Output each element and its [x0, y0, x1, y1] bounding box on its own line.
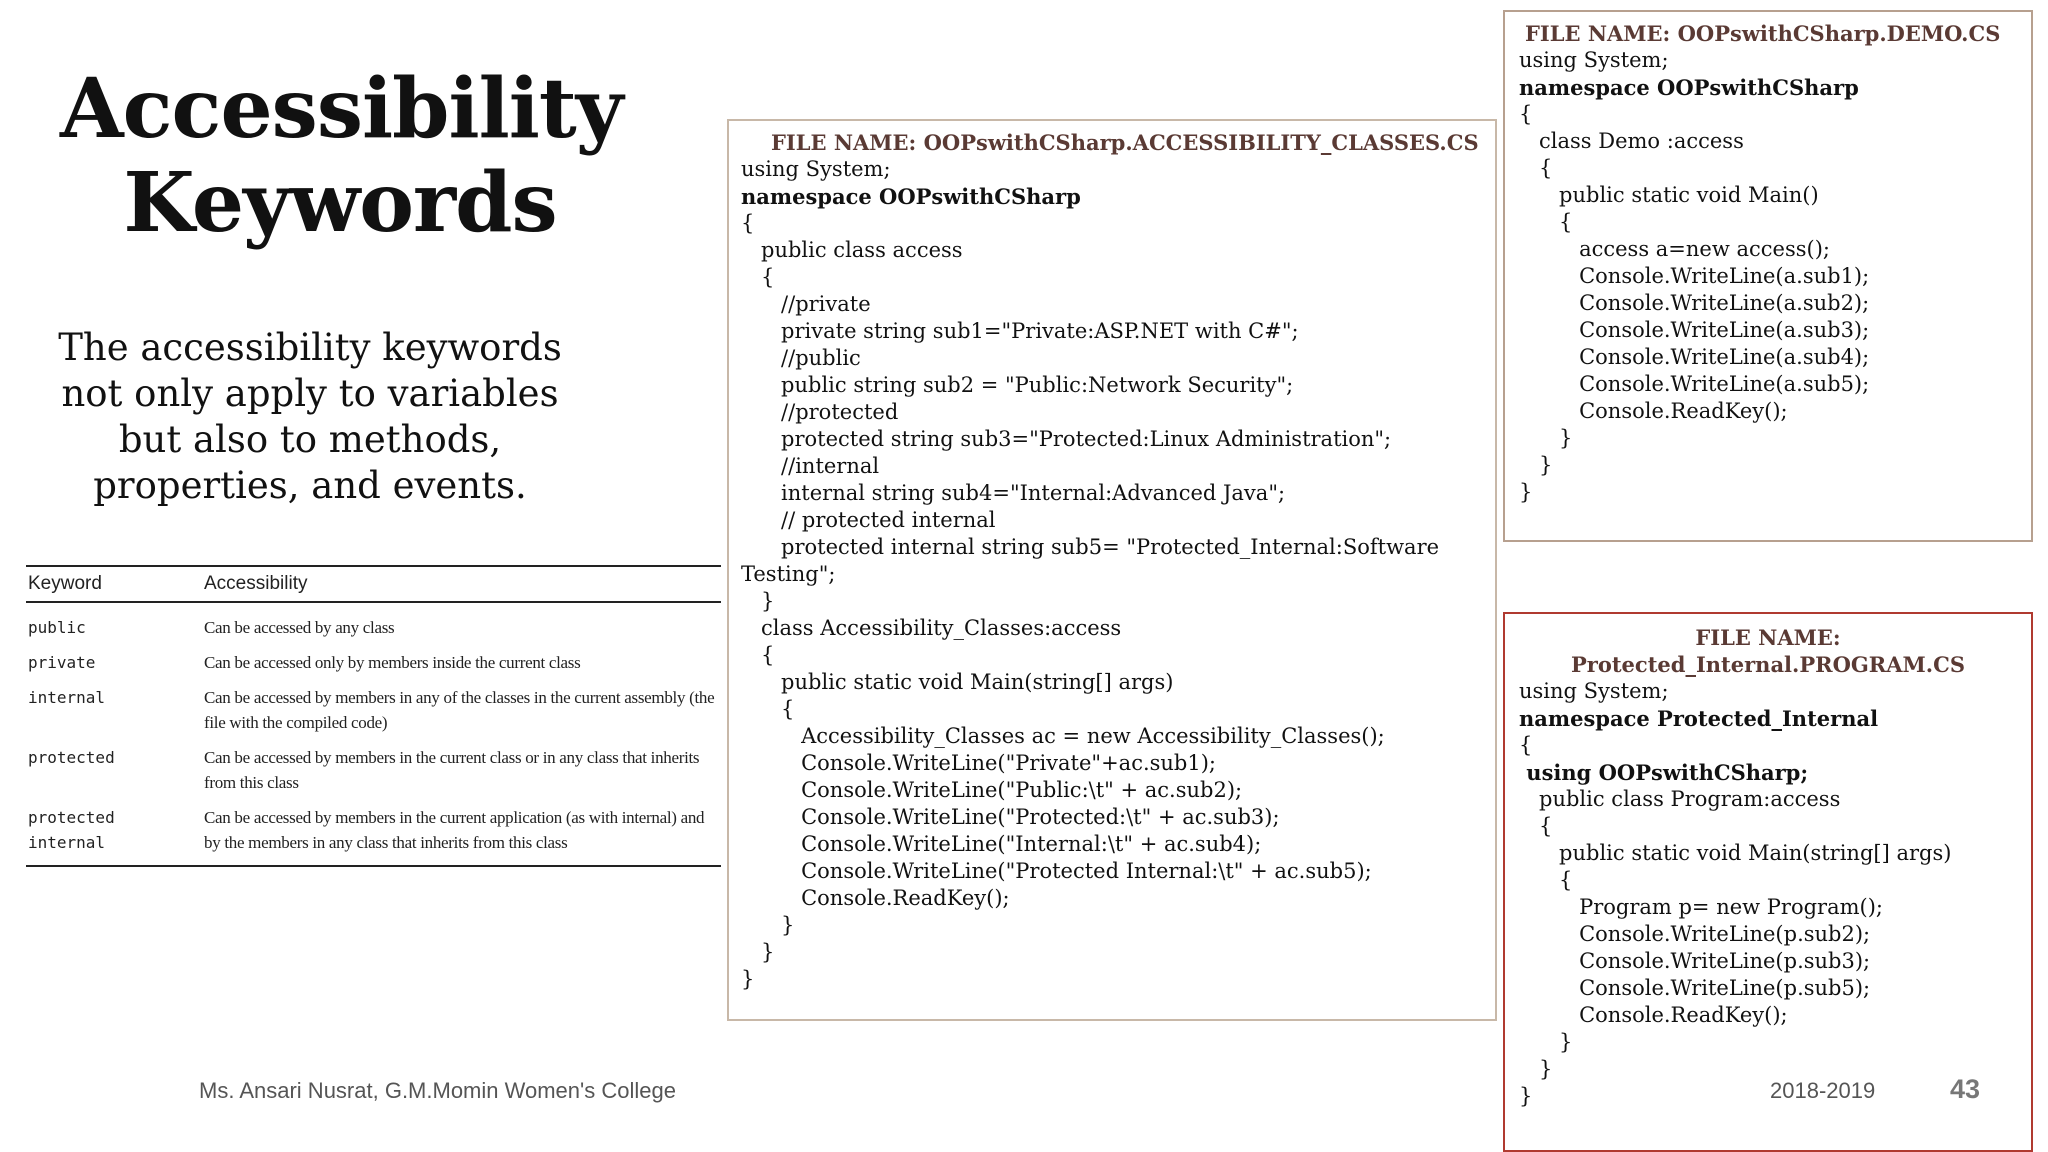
keyword-cell: private [28, 653, 96, 672]
description-text: The accessibility keywords not only apply to variables but also to methods, properties, and events. [58, 326, 562, 507]
code-using: using System; [1519, 679, 1669, 703]
title-line-1: Accessibility [60, 61, 623, 157]
file-name-heading: FILE NAME: OOPswithCSharp.ACCESSIBILITY_CLASSES.CS [771, 130, 1479, 155]
accessibility-cell: Can be accessed only by members inside the current class [204, 653, 581, 672]
accessibility-cell: Can be accessed by members in any of the classes in the current assembly (the file with the compiled code) [204, 688, 715, 732]
table-row [26, 645, 721, 680]
page-number: 43 [1950, 1074, 1981, 1104]
code-namespace: namespace OOPswithCSharp [741, 184, 1081, 209]
header-accessibility: Accessibility [202, 566, 721, 602]
table-row [26, 740, 721, 800]
footer-year: 2018-2019 [1770, 1078, 1876, 1103]
code-body: public class Program:access { public static void Main(string[] args) { Program p= new Program(); Console.WriteLine(p.sub2); Console.WriteLine(p.sub3); Console.WriteLine(p.sub5); Console.ReadKey(); } } } [1519, 787, 1952, 1108]
keyword-cell: protected [28, 748, 115, 767]
file-name-heading: FILE NAME: [1695, 625, 1841, 650]
table-header-row [26, 566, 721, 602]
code-body: { public class access { //private private string sub1="Private:ASP.NET with C#"; //public public string sub2 = "Public:Network Security"; //protected protected string sub3="Protected:Linux Administration"; //internal internal string sub4="Internal:Advanced Java"; // protected internal protected internal string sub5= "Protected_Internal:Software Testing"; } class Accessibility_Classes:access { public static void Main(string[] args) { Accessibility_Classes ac = new Accessibility_Classes(); Console.WriteLine("Private"+ac.sub1); Console.WriteLine("Public:\t" + ac.sub2); Console.WriteLine("Protected:\t" + ac.sub3); Console.WriteLine("Internal:\t" + ac.sub4); Console.WriteLine("Protected Internal:\t" + ac.sub5); Console.ReadKey(); } } } [741, 211, 1440, 991]
title-line-2: Keywords [123, 155, 557, 251]
code-body: { class Demo :access { public static void Main() { access a=new access(); Console.WriteLine(a.sub1); Console.WriteLine(a.sub2); Console.WriteLine(a.sub3); Console.WriteLine(a.sub4); Console.WriteLine(a.sub5); Console.ReadKey(); } } } [1519, 102, 1870, 504]
table-row [26, 680, 721, 740]
code-using: using System; [741, 157, 891, 181]
keyword-cell: public [28, 618, 86, 637]
slide-title [60, 61, 623, 251]
code-open-brace: { [1519, 733, 1533, 757]
file-name-heading: FILE NAME: OOPswithCSharp.DEMO.CS [1525, 21, 2001, 46]
keyword-table [26, 565, 721, 867]
table-row [26, 602, 721, 645]
keyword-cell: internal [28, 688, 106, 707]
accessibility-cell: Can be accessed by any class [204, 618, 395, 637]
code-box-demo [1503, 10, 2033, 542]
code-using: using System; [1519, 48, 1669, 72]
code-namespace: namespace Protected_Internal [1519, 706, 1879, 731]
code-box-program [1503, 612, 2033, 1152]
accessibility-cell: Can be accessed by members in the current application (as with internal) and by the members in any class that inherits from this class [204, 808, 705, 852]
code-namespace: namespace OOPswithCSharp [1519, 75, 1859, 100]
code-using-inner: using OOPswithCSharp; [1519, 760, 1809, 785]
accessibility-cell: Can be accessed by members in the current class or in any class that inherits from this class [204, 748, 700, 792]
table-row [26, 800, 721, 866]
keyword-cell: protected internal [28, 808, 115, 852]
code-box-accessibility-classes [727, 119, 1497, 1021]
file-name-value: Protected_Internal.PROGRAM.CS [1571, 652, 1965, 677]
footer-author: Ms. Ansari Nusrat, G.M.Momin Women's College [199, 1078, 676, 1103]
header-keyword: Keyword [26, 566, 202, 602]
